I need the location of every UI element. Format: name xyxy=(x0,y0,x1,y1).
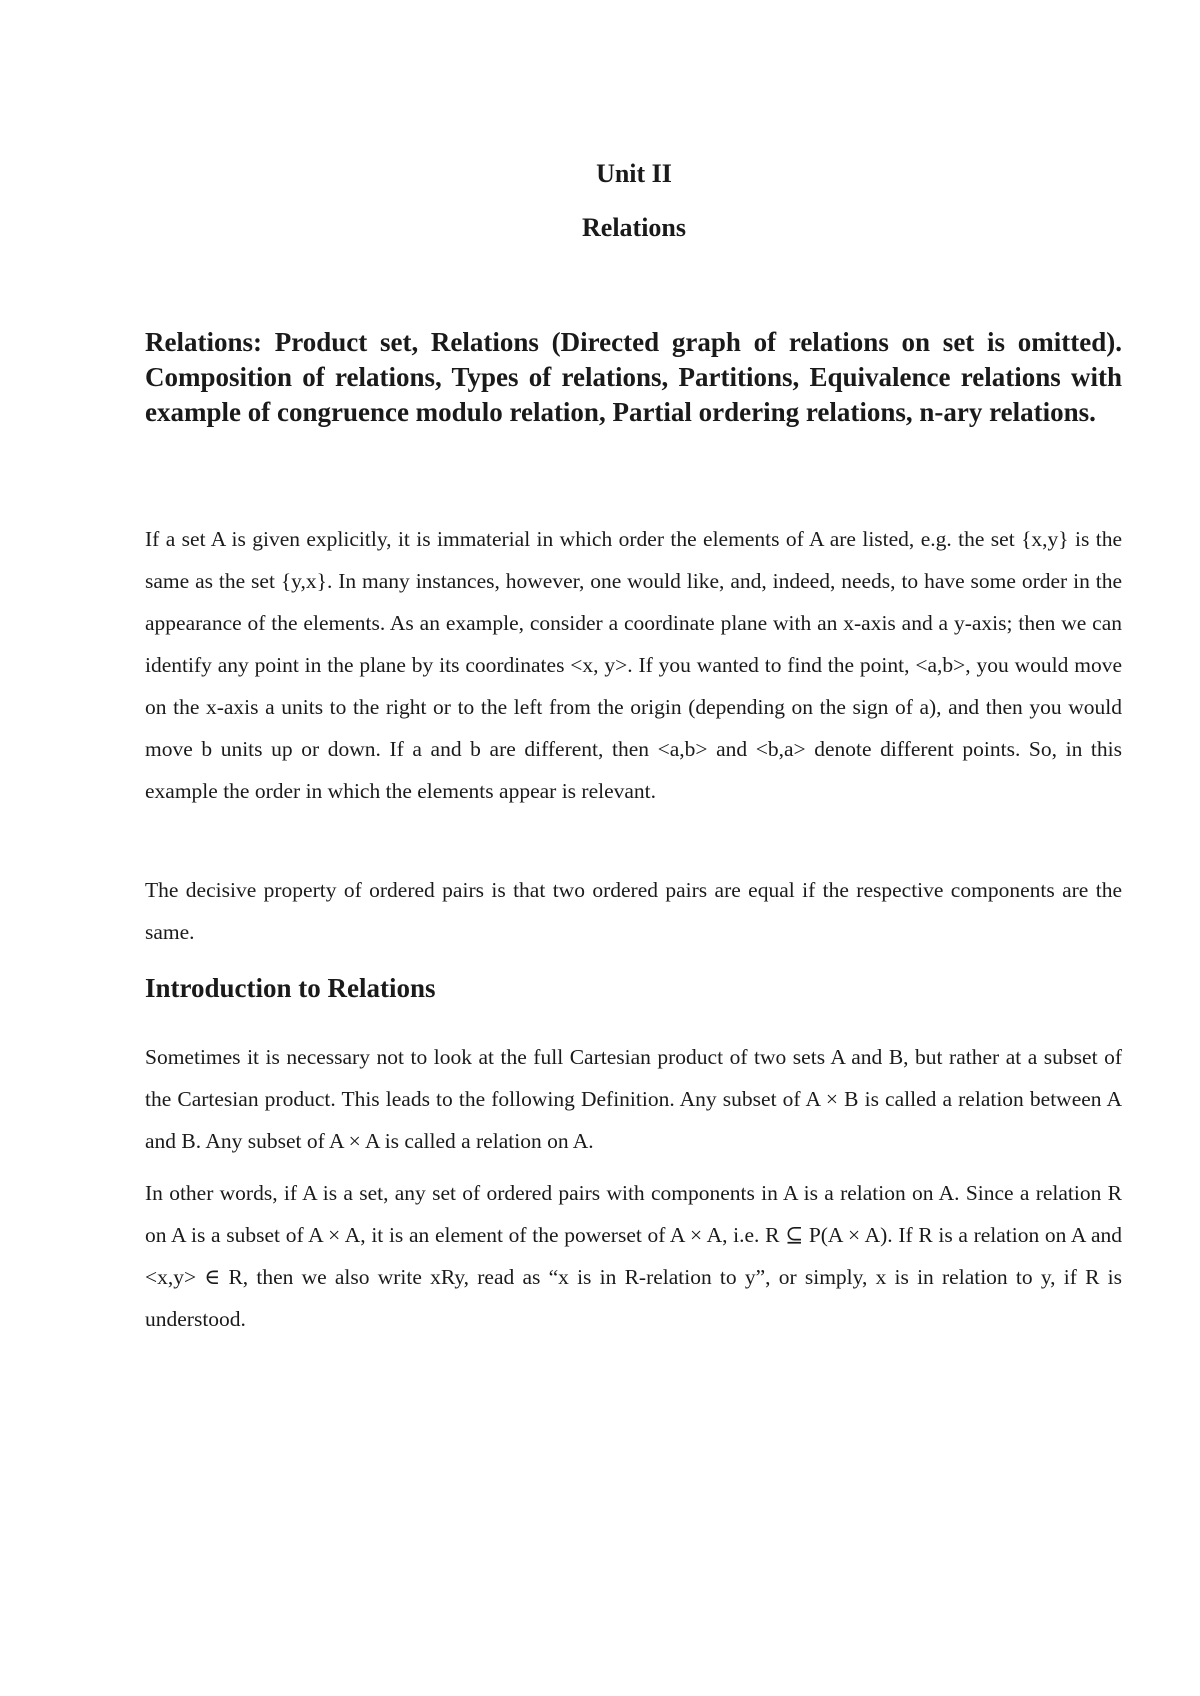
unit-title: Unit II xyxy=(596,159,672,188)
paragraph-ordered-elements: If a set A is given explicitly, it is immaterial in which order the elements of A are listed, e.g. the set {x,y} is the same as the set {y,x}. In many instances, however, one would like, and, indeed, needs, to have some order in the appearance of the elements. As an example, consider a coordinate plane with an x-axis and a y-axis; then we can identify any point in the plane by its coordinates <x, y>. If you wanted to find the point, <a,b>, you would move on the x-axis a units to the right or to the left from the origin (depending on the sign of a), and then you would move b units up or down. If a and b are different, then <a,b> and <b,a> denote different points. So, in this example the order in which the elements appear is relevant. xyxy=(145,527,1122,803)
syllabus-summary: Relations: Product set, Relations (Directed graph of relations on set is omitted). Composition of relations, Types of relations, Partitions, Equivalence relations with example of congruence modulo relation, Partial ordering relations, n-ary relations. xyxy=(145,327,1122,427)
paragraph-ordered-pairs: The decisive property of ordered pairs is that two ordered pairs are equal if the respective components are the same. xyxy=(145,878,1122,944)
paragraph-relation-definition: Sometimes it is necessary not to look at the full Cartesian product of two sets A and B, but rather at a subset of the Cartesian product. This leads to the following Definition. Any subset of A × B is called a relation between A and B. Any subset of A × A is called a relation on A. xyxy=(145,1045,1122,1153)
unit-subtitle: Relations xyxy=(582,213,686,242)
paragraph-relation-notation: In other words, if A is a set, any set of ordered pairs with components in A is a relation on A. Since a relation R on A is a subset of A × A, it is an element of the powerset of A × A, i.e. R ⊆ P(A × A). If R is a relation on A and <x,y> ∈ R, then we also write xRy, read as “x is in R-relation to y”, or simply, x is in relation to y, if R is understood. xyxy=(145,1181,1122,1331)
section-heading: Introduction to Relations xyxy=(145,973,436,1003)
